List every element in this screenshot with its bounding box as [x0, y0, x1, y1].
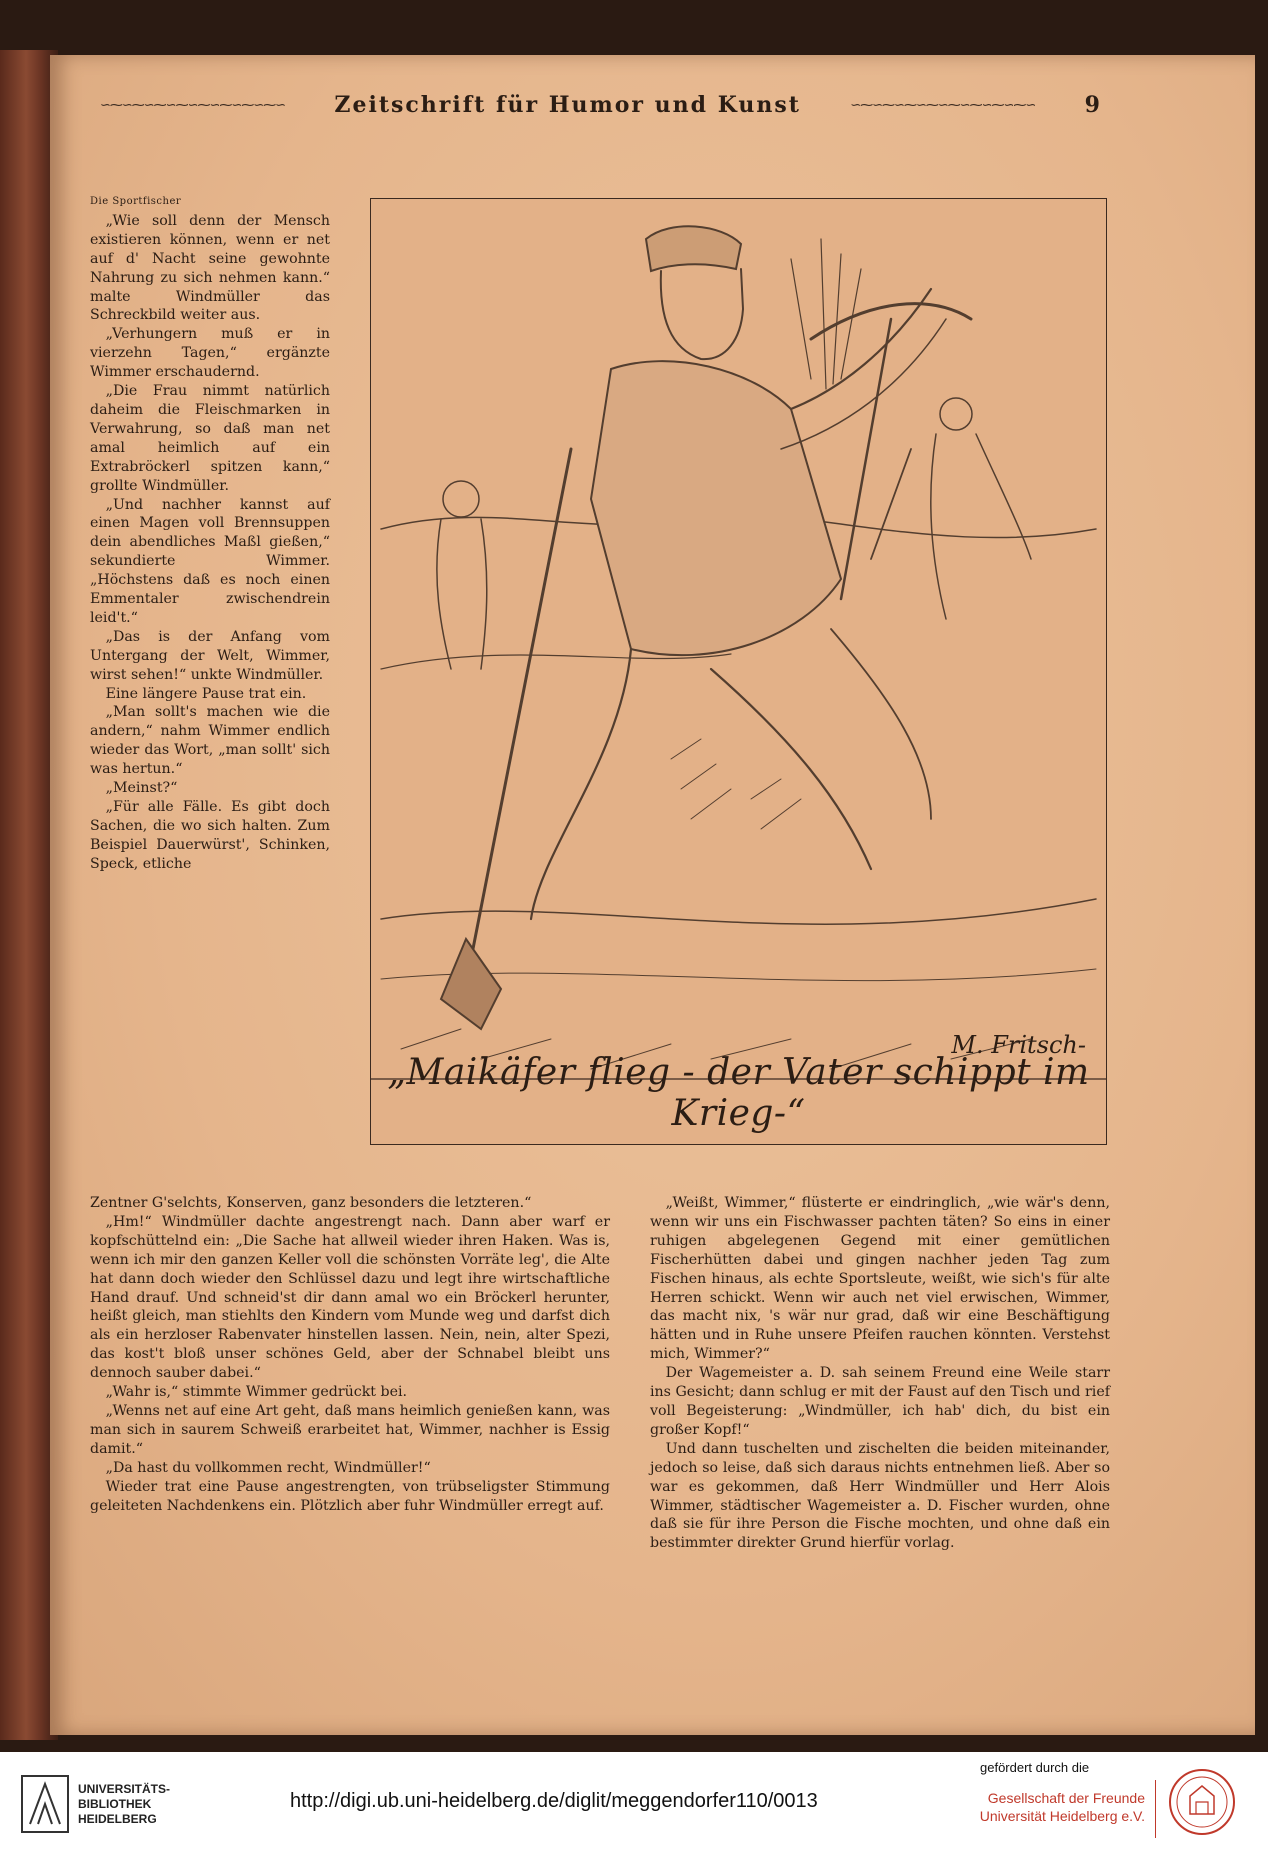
paragraph: „Die Frau nimmt natürlich daheim die Fleischmarken in Verwahrung, so daß man net amal heimlich auf ein Extrabröckerl spitzen kann,“ grollte Windmüller. — [90, 383, 330, 494]
library-name[interactable] — [78, 1782, 170, 1827]
funded-by-label: gefördert durch die — [980, 1760, 1090, 1775]
digitization-footer — [0, 1752, 1268, 1851]
footer-divider — [1155, 1780, 1156, 1838]
sponsor-name[interactable] — [955, 1789, 1145, 1825]
paragraph: „Weißt, Wimmer,“ flüsterte er eindringlich, „wie wär's denn, wenn wir uns ein Fischwasser pachten täten? So eins in einer ruhigen abgelegenen Gegend mit einer gemütlichen Fischerhütten dabei und gingen nachher jeden Tag zum Fischen hinaus, als echte Sportsleute, weißt, wie sich's für alte Herren schickt. Wenn wir auch net viel erwischen, Wimmer, das macht nix, 's wär nur grad, daß wir eine Beschäftigung hätten und in Ruhe unsere Pfeifen rauchen könnten. Verstehst mich, Wimmer?“ — [650, 1195, 1110, 1363]
artist-signature: M. Fritsch- — [951, 1031, 1086, 1059]
paragraph: „Wahr is,“ stimmte Wimmer gedrückt bei. — [105, 1384, 408, 1401]
running-head — [100, 90, 1100, 120]
university-seal-icon — [1168, 1768, 1236, 1836]
paragraph: „Für alle Fälle. Es gibt doch Sachen, die wo sich halten. Zum Beispiel Dauerwürst', Schinken, Speck, etliche — [90, 799, 330, 872]
sponsor-line: Gesellschaft der Freunde — [987, 1790, 1145, 1806]
library-line: UNIVERSITÄTS- — [78, 1782, 171, 1796]
ornament-left: ∽⁓∽⁓∽⁓∽⁓∽⁓∽⁓∽⁓∽⁓∽ — [100, 97, 286, 113]
paragraph: „Da hast du vollkommen recht, Windmüller!“ — [105, 1459, 431, 1476]
library-line: BIBLIOTHEK — [78, 1797, 152, 1811]
article-column-left — [90, 1194, 610, 1515]
sponsor-line: Universität Heidelberg e.V. — [979, 1808, 1145, 1824]
library-line: HEIDELBERG — [78, 1812, 157, 1826]
illustration-caption: „Maikäfer flieg - der Vater schippt im Krieg-“ — [387, 1052, 1090, 1134]
paragraph: Eine längere Pause trat ein. — [105, 685, 307, 702]
paragraph: „Meinst?“ — [105, 780, 178, 797]
paragraph: Und dann tuschelten und zischelten die beiden miteinander, jedoch so leise, daß sich daraus nichts entnehmen ließ. Aber so war es gekommen, daß Herr Windmüller und Herr Alois Wimmer, städtischer Wagemeister a. D. Fischer wurden, ohne daß sie für ihre Person die Fische mochten, und ohne daß ein bestimmter direkter Grund hierfür vorlag. — [650, 1440, 1110, 1552]
library-logo-icon[interactable] — [20, 1774, 70, 1834]
paragraph: „Man sollt's machen wie die andern,“ nahm Wimmer endlich wieder das Wort, „man sollt' sich was hertun.“ — [90, 704, 330, 778]
paragraph: „Wenns net auf eine Art geht, daß mans heimlich genießen kann, was man sich in saurem Schweiß erarbeitet hat, Wimmer, nachher is Essig damit.“ — [90, 1402, 610, 1457]
paragraph: „Verhungern muß er in vierzehn Tagen,“ ergänzte Wimmer erschaudernd. — [90, 326, 330, 381]
article-column-narrow — [90, 193, 330, 874]
paragraph: „Das is der Anfang vom Untergang der Welt, Wimmer, wirst sehen!“ unkte Windmüller. — [90, 628, 330, 683]
illustration-drawing — [371, 199, 1106, 1144]
illustration — [370, 198, 1107, 1145]
paragraph: „Und nachher kannst auf einen Magen voll Brennsuppen dein abendliches Maßl gießen,“ sekundierte Wimmer. „Höchstens daß es noch einen Emmentaler zwischendrein leid't.“ — [90, 496, 330, 626]
paragraph: Der Wagemeister a. D. sah seinem Freund eine Weile starr ins Gesicht; dann schlug er mit der Faust auf den Tisch und rief voll Begeisterung: „Windmüller, ich hab' dich, du bist ein großer Kopf!“ — [650, 1365, 1110, 1438]
article-column-right — [650, 1194, 1110, 1553]
permalink-url[interactable]: http://digi.ub.uni-heidelberg.de/diglit/meggendorfer110/0013 — [290, 1790, 818, 1812]
page-number: 9 — [1084, 92, 1100, 118]
ornament-right: ∽⁓∽⁓∽⁓∽⁓∽⁓∽⁓∽⁓∽⁓∽ — [850, 97, 1036, 113]
paragraph: „Hm!“ Windmüller dachte angestrengt nach. Dann aber warf er kopfschüttelnd ein: „Die Sache hat allweil wieder ihren Haken. Was is, wenn ich mir den ganzen Keller voll die schönsten Vorräte leg', die Alte hat dann doch wieder den Schlüssel dazu und legt ihre wirtschaftliche Hand drauf. Und schneid'st dir dann amal wo ein Bröckerl herunter, heißt gleich, man stiehlts den Kindern vom Munde weg und darfst dich als ein herzloser Rabenvater hinstellen lassen. Nein, nein, alter Spezi, das kost't bloß unser schönes Geld, aber der Schnabel bleibt uns dennoch sauber dabei.“ — [90, 1213, 610, 1382]
section-label: Die Sportfischer — [90, 196, 182, 207]
paragraph: Zentner G'selchts, Konserven, ganz besonders die letzteren.“ — [90, 1195, 532, 1211]
paragraph: Wieder trat eine Pause angestrengten, von trübseligster Stimmung geleiteten Nachdenkens ein. Plötzlich aber fuhr Windmüller erregt auf. — [90, 1478, 610, 1514]
journal-title: Zeitschrift für Humor und Kunst — [334, 92, 801, 118]
paragraph: „Wie soll denn der Mensch existieren können, wenn er net auf d' Nacht seine gewohnte Nahrung zu sich nehmen kann.“ malte Windmüller das Schreckbild weiter aus. — [90, 212, 330, 324]
